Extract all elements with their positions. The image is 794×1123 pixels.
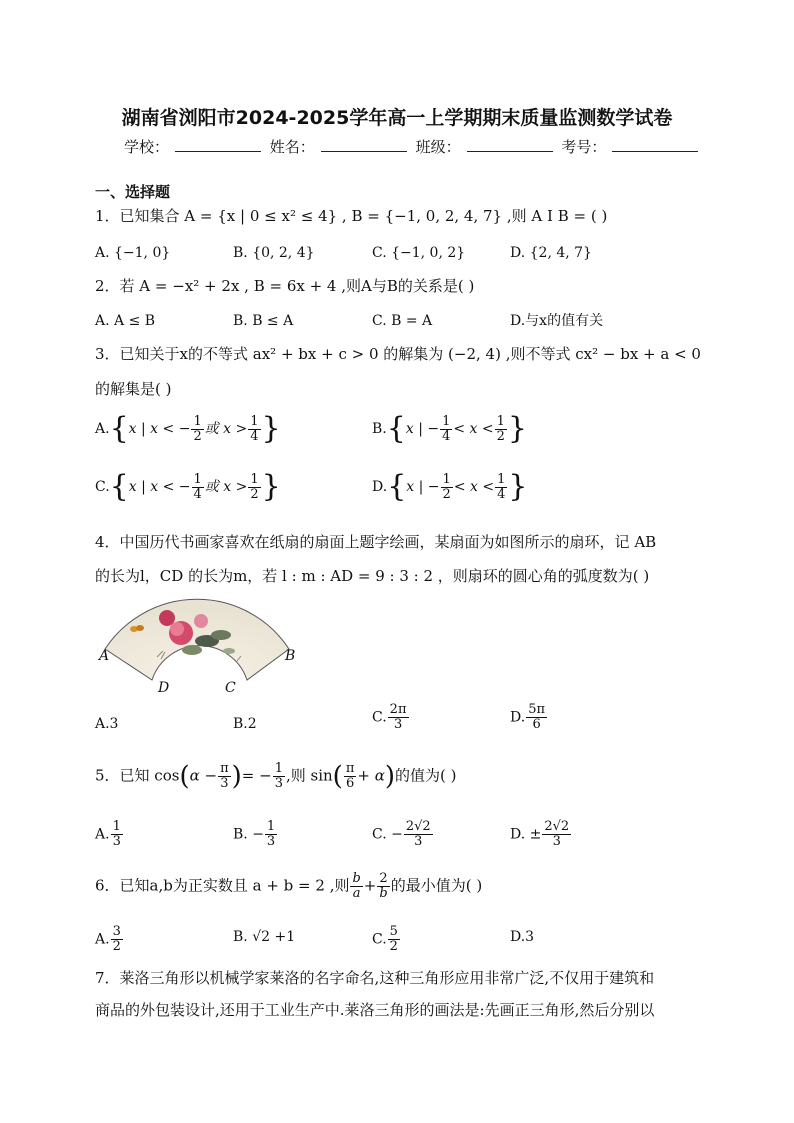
q3-b-mid: < x < [453, 421, 494, 437]
student-info-row [124, 136, 702, 157]
q1-option-a[interactable]: A. {−1, 0} [95, 245, 171, 261]
q4-option-c[interactable] [372, 703, 410, 732]
fraction: $\frac{1}{2}$ [496, 413, 505, 444]
name-label: 姓名： [269, 138, 315, 156]
left-paren: ( [179, 761, 190, 792]
class-blank[interactable] [467, 137, 553, 152]
q4-option-b[interactable]: B.2 [233, 716, 257, 732]
exam-no-blank[interactable] [612, 137, 698, 152]
q3-a-mid: 或 x > [204, 421, 248, 437]
fan-label-d: D [158, 680, 170, 696]
q4-d-prefix: D. [510, 709, 526, 726]
fraction: $\frac{\pi}{3}$ [220, 761, 229, 791]
fraction: $\frac{1}{2}$ [193, 413, 202, 444]
q3-d-prefix: D. [372, 479, 388, 495]
q6-stem [95, 872, 482, 901]
fraction: $\frac{\pi}{6}$ [345, 761, 355, 791]
school-label: 学校： [124, 138, 170, 156]
q5-arg: α − [189, 766, 218, 785]
q5-option-b[interactable] [233, 820, 278, 849]
left-brace: { [387, 469, 407, 504]
fraction: $\frac{1}{2}$ [442, 471, 451, 502]
q6-stem-pre: 6．已知a,b为正实数且 a + b = 2 ,则 [95, 876, 350, 895]
q1-option-d[interactable]: D. {2, 4, 7} [510, 245, 592, 261]
q3-option-a[interactable] [95, 411, 281, 446]
q5-tail: 的值为( ) [395, 766, 457, 785]
q5-stem [95, 762, 456, 791]
q2-option-d[interactable]: D.与x的值有关 [510, 313, 604, 329]
fraction: $\frac{1}{3}$ [274, 761, 283, 791]
q5-arg2: + α [357, 766, 385, 785]
q2-option-c[interactable]: C. B = A [372, 313, 433, 329]
q3-option-c[interactable] [95, 469, 281, 504]
school-blank[interactable] [175, 137, 261, 152]
q3-a-left: x | x < − [128, 421, 191, 437]
fraction: $\frac{2√2}{3}$ [405, 819, 431, 849]
q7-line2: 商品的外包装设计,还用于工业生产中.莱洛三角形的画法是:先画正三角形,然后分别以 [95, 1001, 655, 1019]
fraction: $\frac{2√2}{3}$ [544, 819, 570, 849]
q3-b-prefix: B. [372, 421, 387, 437]
q3-option-d[interactable] [372, 469, 528, 504]
q2-option-b[interactable]: B. B ≤ A [233, 313, 294, 329]
q3-b-left: x | − [405, 421, 440, 437]
q5-stem-pre: 5．已知 cos [95, 766, 180, 785]
q7-line1: 7．莱洛三角形以机械学家莱洛的名字命名,这种三角形应用非常广泛,不仅用于建筑和 [95, 969, 655, 987]
class-label: 班级： [415, 138, 461, 156]
exam-no-label: 考号： [561, 138, 607, 156]
q4-option-d[interactable] [510, 703, 548, 732]
q3-c-left: x | x < − [128, 479, 191, 495]
right-brace: } [261, 469, 281, 504]
fan-label-c: C [225, 680, 236, 696]
q3-a-prefix: A. [95, 421, 110, 437]
q3-c-prefix: C. [95, 479, 110, 495]
fraction: $\frac{2}{b}$ [379, 871, 388, 901]
right-paren: ) [384, 761, 395, 792]
q5-option-d[interactable] [510, 820, 572, 849]
q6-a-prefix: A. [95, 931, 110, 948]
q3-stem-line2: 的解集是( ) [95, 380, 172, 398]
q1-stem: 1．已知集合 A = {x | 0 ≤ x² ≤ 4} , B = {−1, 0, 2, 4, 7} ,则 A I B = ( ) [95, 207, 608, 225]
left-paren: ( [332, 761, 343, 792]
fraction: $\frac{5\pi}{6}$ [528, 702, 546, 732]
right-brace: } [507, 411, 528, 446]
page-title: 湖南省浏阳市2024-2025学年高一上学期期末质量监测数学试卷 [121, 107, 673, 129]
q5-d-prefix: D. ± [510, 826, 542, 843]
q2-option-a[interactable]: A. A ≤ B [95, 313, 156, 329]
q2-stem: 2．若 A = −x² + 2x , B = 6x + 4 ,则A与B的关系是( ) [95, 277, 475, 295]
fraction: $\frac{1}{4}$ [250, 413, 259, 444]
q5-option-c[interactable] [372, 820, 434, 849]
q6-option-d[interactable]: D.3 [510, 929, 535, 945]
fraction: $\frac{5}{2}$ [389, 924, 398, 954]
q4-stem-line2: 的长为l，CD 的长为m，若 l : m : AD = 9 : 3 : 2 ，则扇环的圆心角的弧度数为( ) [95, 567, 650, 585]
name-blank[interactable] [321, 137, 407, 152]
q4-c-prefix: C. [372, 709, 387, 726]
q3-option-b[interactable] [372, 411, 528, 446]
section-heading: 一、选择题 [95, 183, 171, 201]
fraction: $\frac{1}{4}$ [193, 471, 202, 502]
q3-d-mid: < x < [453, 479, 495, 495]
fan-label-b: B [285, 648, 296, 664]
q6-option-c[interactable] [372, 925, 401, 954]
right-brace: } [508, 469, 528, 504]
q4-stem-line1: 4．中国历代书画家喜欢在纸扇的扇面上题字绘画，某扇面为如图所示的扇环，记 AB [95, 533, 657, 551]
left-brace: { [386, 411, 406, 446]
fraction: $\frac{1}{4}$ [497, 471, 506, 502]
fraction: $\frac{3}{2}$ [112, 924, 121, 954]
q4-option-a[interactable]: A.3 [95, 716, 119, 732]
q5-b-prefix: B. − [233, 826, 264, 843]
fraction: $\frac{1}{2}$ [250, 471, 259, 502]
q6-tail: 的最小值为( ) [390, 876, 483, 895]
q3-d-left: x | − [406, 479, 440, 495]
fraction: $\frac{1}{3}$ [112, 819, 121, 849]
q5-a-prefix: A. [95, 826, 110, 843]
q6-plus: + [363, 876, 377, 895]
q1-option-b[interactable]: B. {0, 2, 4} [233, 245, 315, 261]
fraction: $\frac{b}{a}$ [352, 871, 361, 901]
q3-c-mid: 或 x > [204, 479, 248, 495]
fraction: $\frac{1}{3}$ [266, 819, 276, 849]
q6-option-a[interactable] [95, 925, 124, 954]
q3-stem-line1: 3．已知关于x的不等式 ax² + bx + c > 0 的解集为 (−2, 4) ,则不等式 cx² − bx + a < 0 [95, 345, 701, 363]
q5-option-a[interactable] [95, 820, 124, 849]
q6-c-prefix: C. [372, 931, 387, 948]
fraction: $\frac{1}{4}$ [442, 413, 451, 444]
q1-option-c[interactable]: C. {−1, 0, 2} [372, 245, 466, 261]
fan-label-a: A [99, 648, 110, 664]
q6-option-b[interactable]: B. √2 +1 [233, 929, 296, 945]
left-brace: { [109, 469, 129, 504]
fraction: $\frac{2\pi}{3}$ [389, 702, 407, 732]
q5-then: ,则 sin [285, 766, 333, 785]
right-brace: } [261, 411, 281, 446]
right-paren: ) [231, 761, 242, 792]
left-brace: { [109, 411, 129, 446]
fan-figure [97, 595, 307, 695]
q5-eq: = − [241, 766, 272, 785]
q5-c-prefix: C. − [372, 826, 403, 843]
